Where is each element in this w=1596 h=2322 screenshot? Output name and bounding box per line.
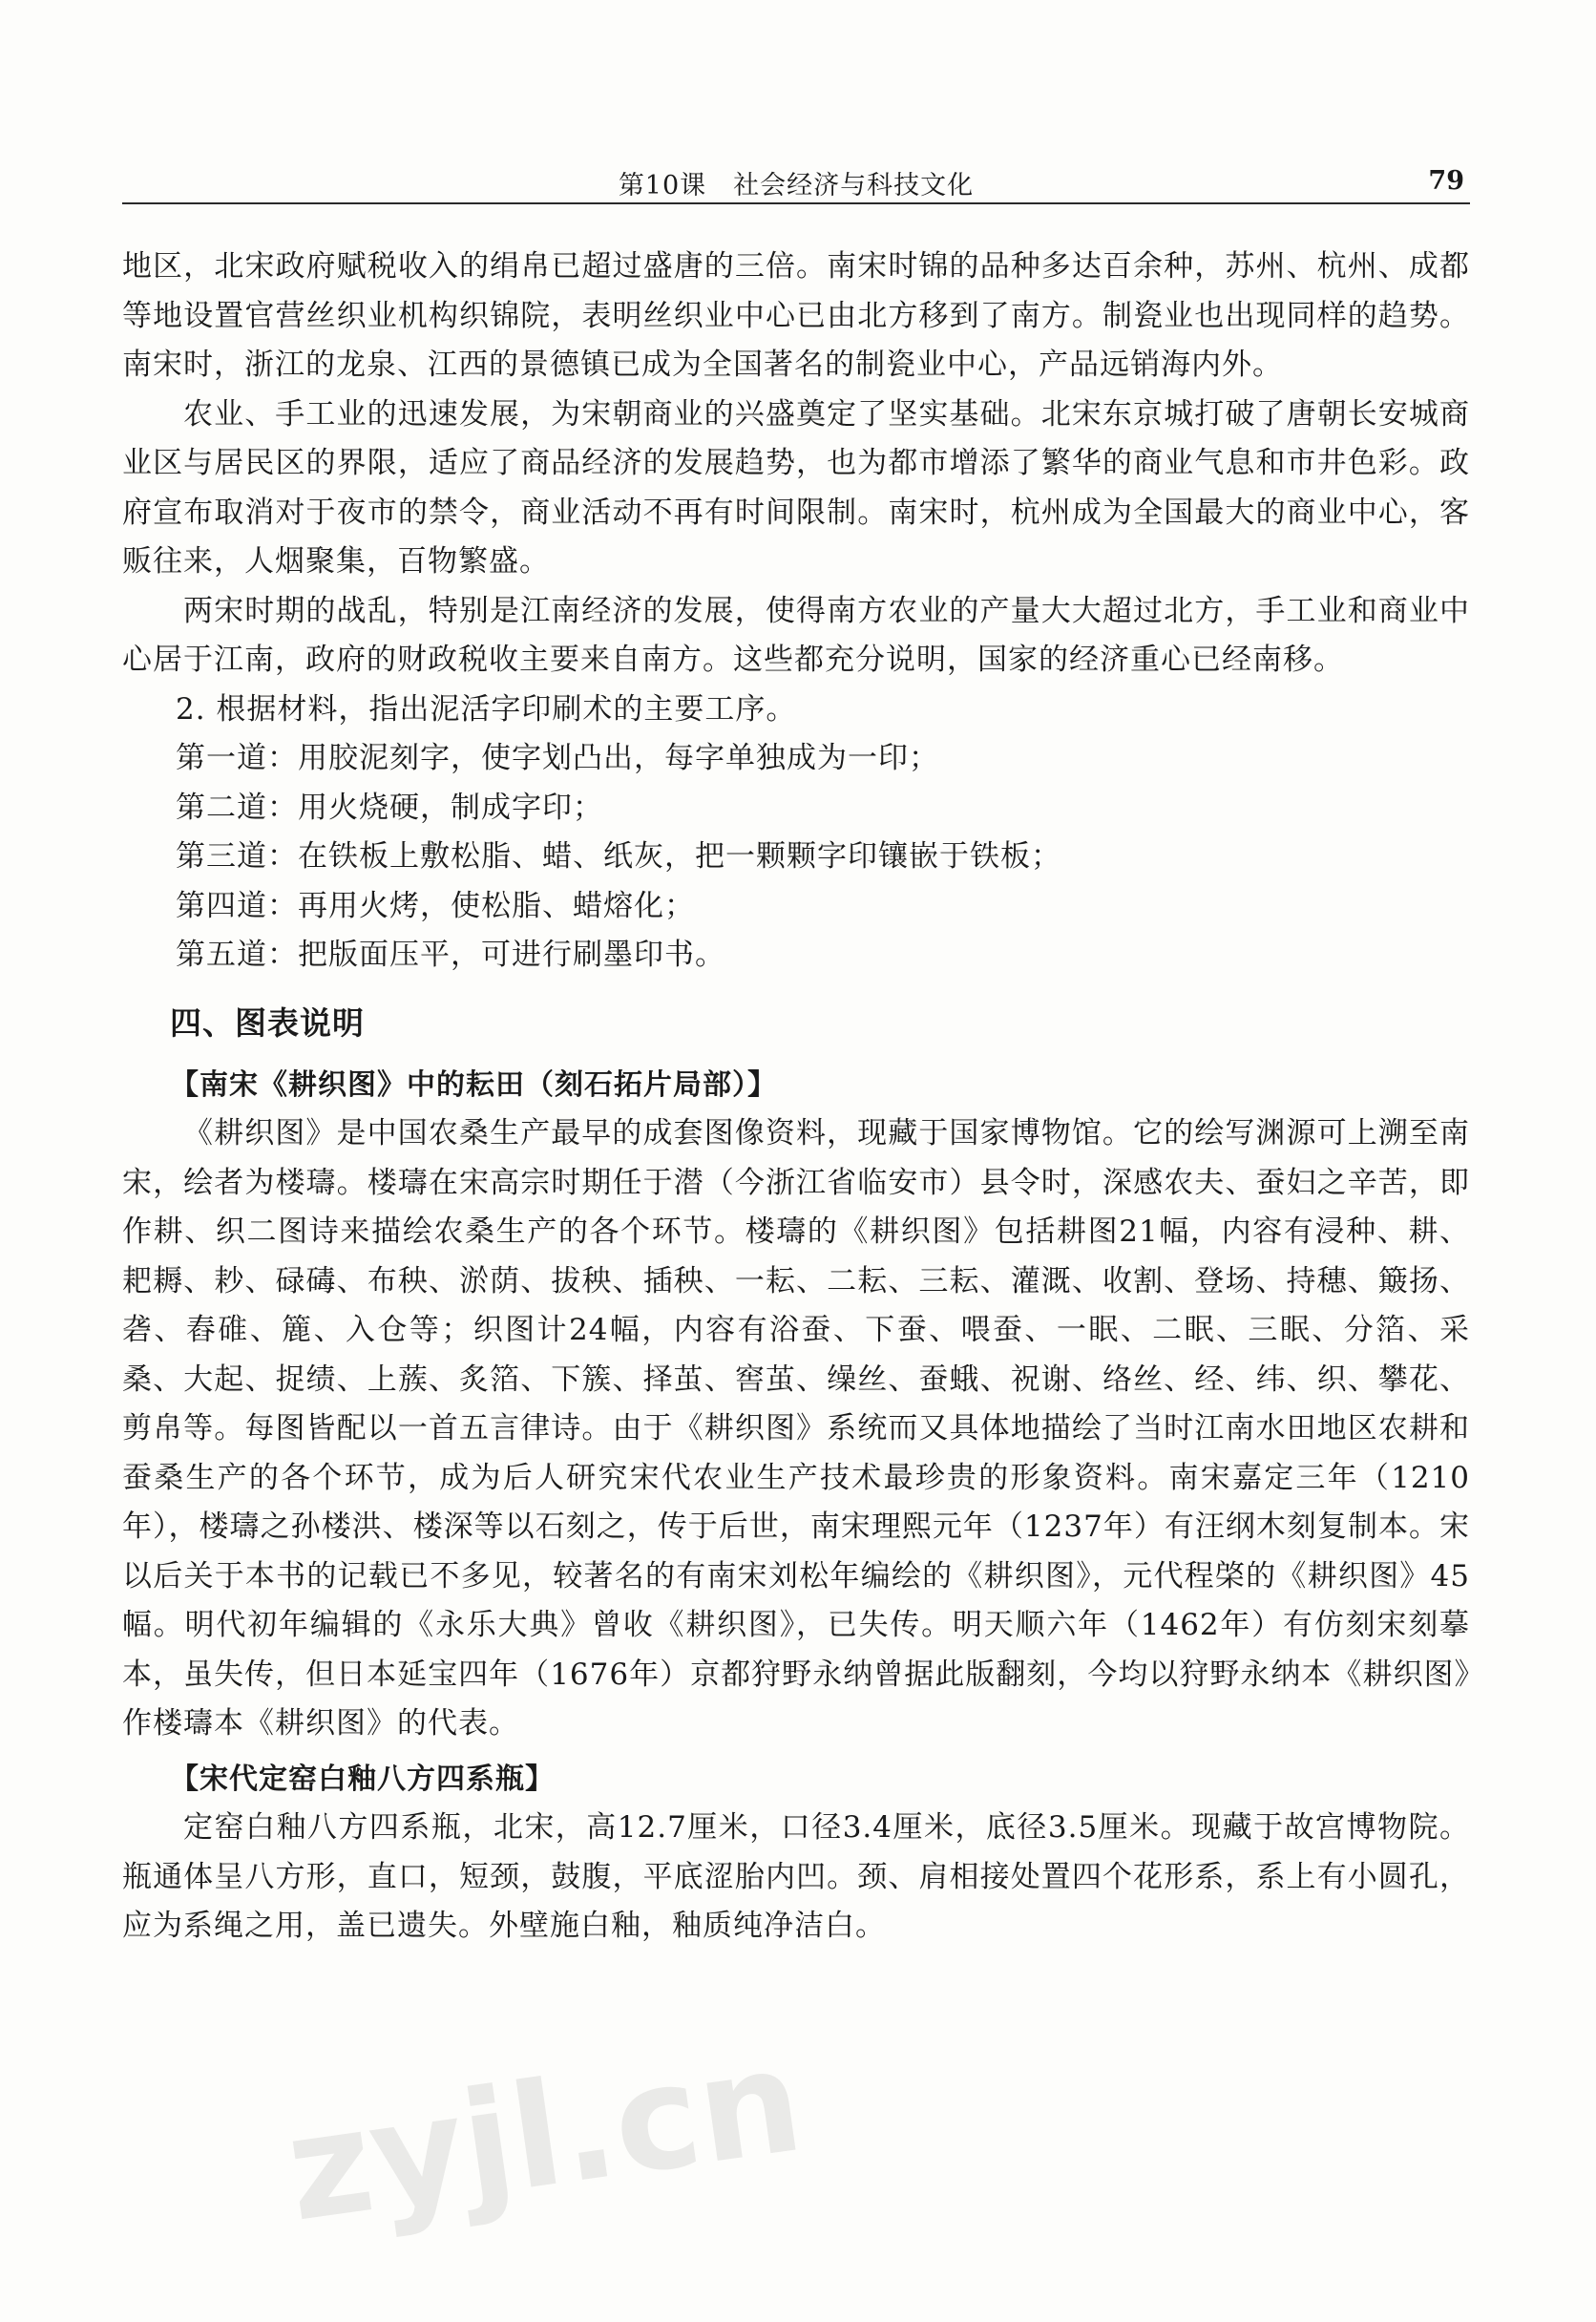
page-number: 79 xyxy=(1428,166,1464,196)
chapter-title: 第10课 社会经济与科技文化 xyxy=(618,171,975,201)
step-2: 第二道：用火烧硬，制成字印； xyxy=(176,790,603,825)
caption-text-vase: 定窑白釉八方四系瓶，北宋，高12.7厘米，口径3.4厘米，底径3.5厘米。现藏于故宫博物院。瓶通体呈八方形，直口，短颈，鼓腹，平底涩胎内凹。颈、肩相接处置四个花形系，系上有小圆孔，应为系绳之用，盖已遗失。外壁施白釉，釉质纯净洁白。 xyxy=(122,1810,1470,1943)
caption-title-vase: 【宋代定窑白釉八方四系瓶】 xyxy=(170,1762,555,1796)
page-body xyxy=(122,243,1470,1952)
caption-text-gengzhitu: 《耕织图》是中国农桑生产最早的成套图像资料，现藏于国家博物馆。它的绘写渊源可上溯至南宋，绘者为楼璹。楼璹在宋高宗时期任于潜（今浙江省临安市）县令时，深感农夫、蚕妇之辛苦，即作耕、织二图诗来描绘农桑生产的各个环节。楼璹的《耕织图》包括耕图21幅，内容有浸种、耕、耙耨、耖、碌碡、布秧、淤荫、拔秧、插秧、一耘、二耘、三耘、灌溉、收割、登场、持穗、簸扬、砻、舂碓、簏、入仓等；织图计24幅，内容有浴蚕、下蚕、喂蚕、一眠、二眠、三眠、分箔、采桑、大起、捉绩、上蔟、炙箔、下簇、择茧、窖茧、缲丝、蚕蛾、祝谢、络丝、经、纬、织、攀花、剪帛等。每图皆配以一首五言律诗。由于《耕织图》系统而又具体地描绘了当时江南水田地区农耕和蚕桑生产的各个环节，成为后人研究宋代农业生产技术最珍贵的形象资料。南宋嘉定三年（1210年），楼璹之孙楼洪、楼深等以石刻之，传于后世，南宋理熙元年（1237年）有汪纲木刻复制本。宋以后关于本书的记载已不多见，较著名的有南宋刘松年编绘的《耕织图》，元代程棨的《耕织图》45幅。明代初年编辑的《永乐大典》曾收《耕织图》，已失传。明天顺六年（1462年）有仿刻宋刻摹本，虽失传，但日本延宝四年（1676年）京都狩野永纳曾据此版翻刻，今均以狩野永纳本《耕织图》作楼璹本《耕织图》的代表。 xyxy=(122,1116,1470,1741)
page-header xyxy=(122,160,1470,204)
watermark-text: zyjl.cn xyxy=(277,2017,812,2254)
question-2-prompt: 2. 根据材料，指出泥活字印刷术的主要工序。 xyxy=(176,691,797,727)
step-3: 第三道：在铁板上敷松脂、蜡、纸灰，把一颗颗字印镶嵌于铁板； xyxy=(176,839,1061,874)
paragraph-economic-shift: 两宋时期的战乱，特别是江南经济的发展，使得南方农业的产量大大超过北方，手工业和商业中心居于江南，政府的财政税收主要来自南方。这些都充分说明，国家的经济重心已经南移。 xyxy=(122,593,1470,677)
caption-title-gengzhitu: 【南宋《耕织图》中的耘田（刻石拓片局部）】 xyxy=(170,1067,777,1102)
step-4: 第四道：再用火烤，使松脂、蜡熔化； xyxy=(176,888,695,923)
paragraph-silk-porcelain: 地区，北宋政府赋税收入的绢帛已超过盛唐的三倍。南宋时锦的品种多达百余种，苏州、杭州、成都等地设置官营丝织业机构织锦院，表明丝织业中心已由北方移到了南方。制瓷业也出现同样的趋势。南宋时，浙江的龙泉、江西的景德镇已成为全国著名的制瓷业中心，产品远销海内外。 xyxy=(122,249,1470,382)
step-1: 第一道：用胶泥刻字，使字划凸出，每字单独成为一印； xyxy=(176,741,939,775)
step-5: 第五道：把版面压平，可进行刷墨印书。 xyxy=(176,938,725,972)
paragraph-commerce: 农业、手工业的迅速发展，为宋朝商业的兴盛奠定了坚实基础。北宋东京城打破了唐朝长安城商业区与居民区的界限，适应了商品经济的发展趋势，也为都市增添了繁华的商业气息和市井色彩。政府宣布取消对于夜市的禁令，商业活动不再有时间限制。南宋时，杭州成为全国最大的商业中心，客贩往来，人烟聚集，百物繁盛。 xyxy=(122,396,1470,579)
section-heading: 四、图表说明 xyxy=(170,1003,365,1042)
